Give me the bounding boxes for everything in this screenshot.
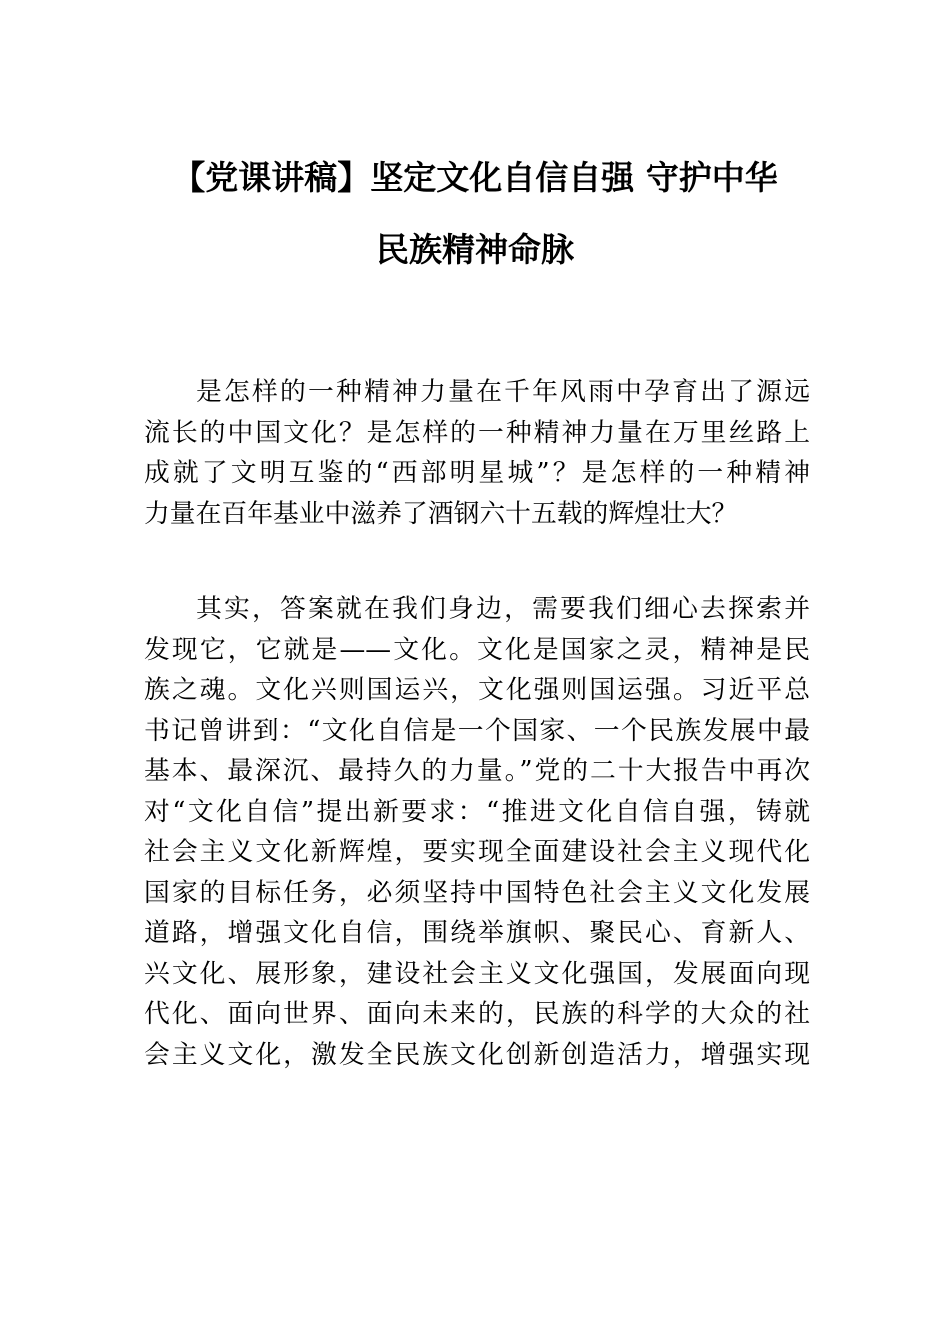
document-title-line-1: 【党课讲稿】坚定文化自信自强 守护中华 xyxy=(172,158,778,197)
paragraph-2 xyxy=(144,589,810,1075)
paragraph-line: 道路，增强文化自信，围绕举旗帜、聚民心、育新人、 xyxy=(144,918,810,948)
paragraph-line: 其实，答案就在我们身边，需要我们细心去探索并 xyxy=(196,594,810,624)
paragraph-line: 社会主义文化新辉煌，要实现全面建设社会主义现代化 xyxy=(144,837,810,867)
paragraph-line: 会主义文化，激发全民族文化创新创造活力，增强实现 xyxy=(144,1039,810,1070)
paragraph-line: 基本、最深沉、最持久的力量。”党的二十大报告中再次 xyxy=(144,756,810,786)
paragraph-line: 是怎样的一种精神力量在千年风雨中孕育出了源远 xyxy=(196,377,810,407)
paragraph-line: 流长的中国文化？是怎样的一种精神力量在万里丝路上 xyxy=(144,417,810,448)
paragraph-line: 对“文化自信”提出新要求：“推进文化自信自强，铸就 xyxy=(144,796,810,827)
document-title-line-2: 民族精神命脉 xyxy=(376,230,574,269)
paragraph-line: 发现它，它就是——文化。文化是国家之灵，精神是民 xyxy=(144,634,810,665)
paragraph-line: 成就了文明互鉴的“西部明星城”？是怎样的一种精神 xyxy=(144,458,810,488)
paragraph-line: 国家的目标任务，必须坚持中国特色社会主义文化发展 xyxy=(144,877,810,908)
paragraph-1 xyxy=(144,372,810,534)
paragraph-line: 力量在百年基业中滋养了酒钢六十五载的辉煌壮大？ xyxy=(144,498,738,529)
paragraph-line: 代化、面向世界、面向未来的，民族的科学的大众的社 xyxy=(144,999,810,1029)
paragraph-line: 族之魂。文化兴则国运兴，文化强则国运强。习近平总 xyxy=(144,675,810,705)
paragraph-line: 兴文化、展形象，建设社会主义文化强国，发展面向现 xyxy=(144,958,810,989)
paragraph-line: 书记曾讲到：“文化自信是一个国家、一个民族发展中最 xyxy=(144,715,810,746)
